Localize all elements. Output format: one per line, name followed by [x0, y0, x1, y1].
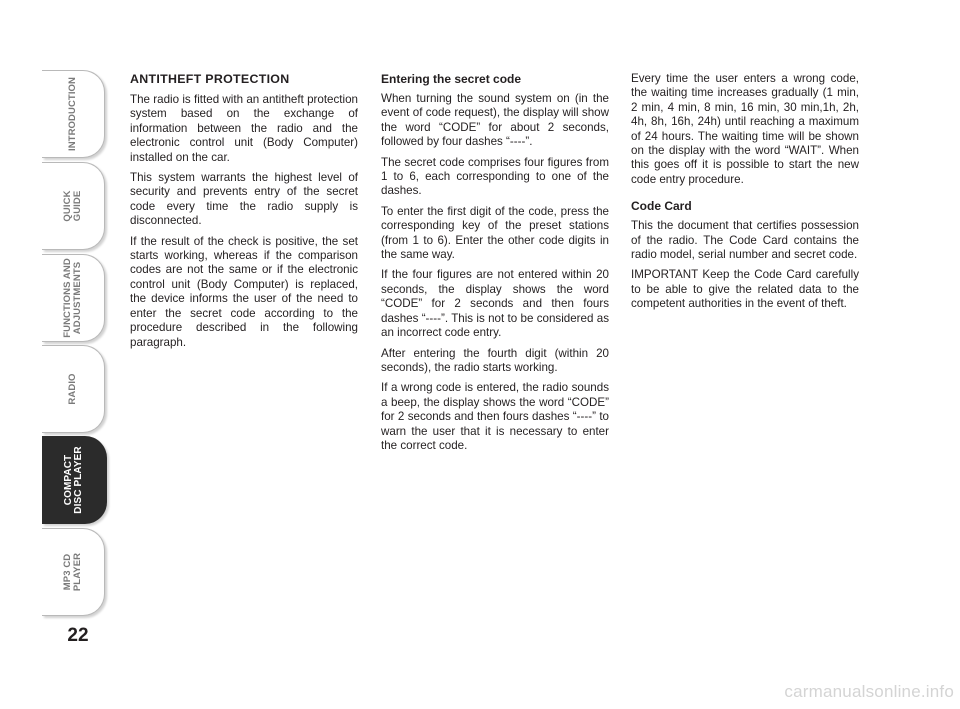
- paragraph: Every time the user enters a wrong code, the waiting time increases gradually (1 min, 2 min, 4 min, 8 min, 16 min, 30 min,1h, 2h, 4h, 8h, 16h, 24h) until reaching a maximum of 24 hours. The waiting time will be shown on the display with the word “WAIT”. When this goes off it is possible to start the new code entry procedure.: [631, 72, 859, 186]
- paragraph: This system warrants the highest level of security and prevents entry of the secret code every time the radio supply is disconnected.: [130, 171, 358, 228]
- paragraph: The radio is fitted with an antitheft protection system based on the exchange of information between the radio and the electronic control unit (Body Computer) installed on the car.: [130, 93, 358, 164]
- tab-compact-disc-player[interactable]: [42, 436, 107, 524]
- tab-mp3-cd-player[interactable]: [42, 528, 105, 616]
- section-heading: ANTITHEFT PROTECTION: [130, 72, 290, 86]
- paragraph: If the four figures are not entered within 20 seconds, the display shows the word “CODE” for 2 seconds and then fours dashes “----”. This is not to be considered as an incorrect code entry.: [381, 268, 609, 340]
- paragraph: This the document that certifies possession of the radio. The Code Card contains the radio model, serial number and secret code.: [631, 219, 859, 262]
- column-code-card: [631, 72, 859, 318]
- paragraph: To enter the first digit of the code, press the corresponding key of the preset stations (from 1 to 6). Enter the other code digits in the same way.: [381, 204, 609, 262]
- page-number: 22: [67, 625, 89, 646]
- tab-label: INTRODUCTION: [67, 76, 78, 152]
- tab-label: RADIO: [67, 373, 78, 405]
- paragraph: When turning the sound system on (in the event of code request), the display will show the word “CODE” for about 2 seconds, followed by four dashes “----”.: [381, 92, 609, 149]
- section-heading: Code Card: [631, 199, 692, 214]
- watermark: carmanualsonline.info: [784, 682, 954, 701]
- tab-quick-guide[interactable]: [42, 162, 105, 250]
- tab-label: COMPACT DISC PLAYER: [63, 446, 84, 514]
- column-antitheft: [130, 72, 358, 356]
- tab-radio[interactable]: [42, 345, 105, 433]
- paragraph: After entering the fourth digit (within 20 seconds), the radio starts working.: [381, 346, 609, 374]
- paragraph: The secret code comprises four figures from 1 to 6, each corresponding to one of the dashes.: [381, 155, 609, 198]
- column-entering-code: [381, 72, 609, 459]
- tab-introduction[interactable]: [42, 70, 105, 158]
- tab-label: QUICK GUIDE: [62, 190, 83, 222]
- paragraph: If a wrong code is entered, the radio sounds a beep, the display shows the word “CODE” for 2 seconds and then fours dashes “----” to warn the user that it is necessary to enter the correct code.: [381, 381, 609, 452]
- tab-functions-and-adjustments[interactable]: [42, 254, 105, 342]
- tab-label: FUNCTIONS AND ADJUSTMENTS: [62, 258, 83, 338]
- section-heading: Entering the secret code: [381, 72, 522, 86]
- chapter-tabs: [42, 70, 106, 614]
- paragraph: If the result of the check is positive, the set starts working, whereas if the comparison codes are not the same or if the electronic control unit (Body Computer) is replaced, the device informs the user of the need to enter the secret code according to the procedure described in the following paragraph.: [130, 234, 358, 349]
- tab-label: MP3 CD PLAYER: [62, 552, 83, 592]
- paragraph: IMPORTANT Keep the Code Card carefully to be able to give the related data to the competent authorities in the event of theft.: [631, 268, 859, 311]
